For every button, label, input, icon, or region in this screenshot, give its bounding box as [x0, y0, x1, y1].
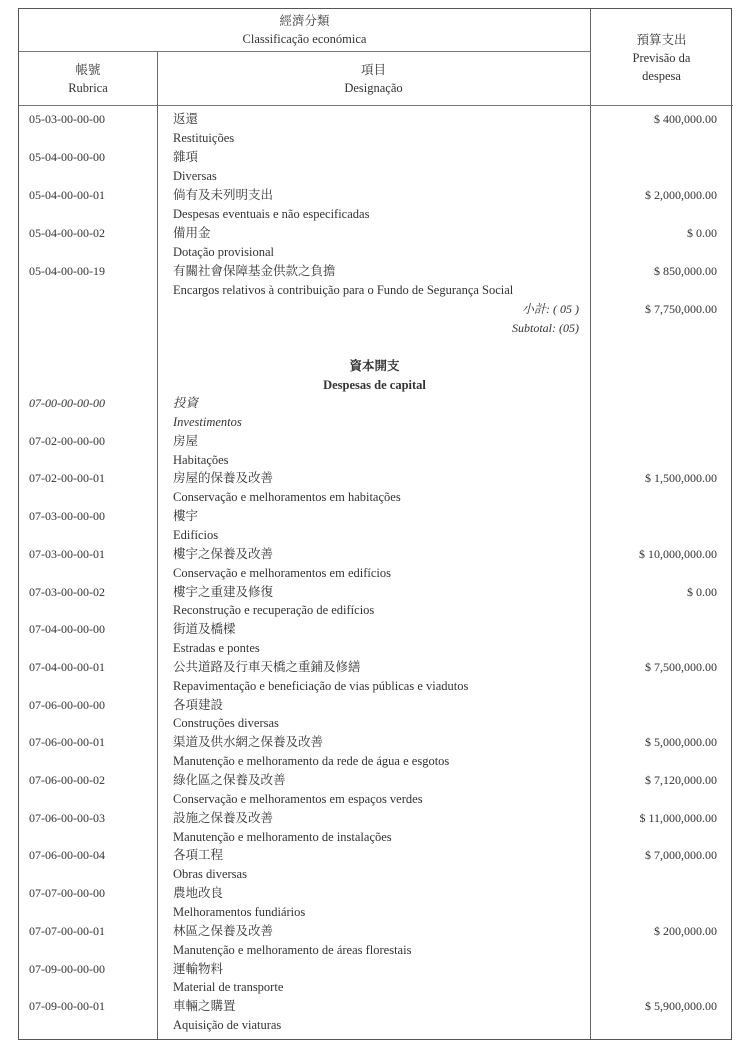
- rubrica-code: 07-07-00-00-01: [29, 923, 105, 938]
- table-row-pt: [19, 129, 733, 148]
- header-rubrica-zh: 帳號: [75, 63, 101, 77]
- designation-zh: 各項工程: [173, 848, 224, 863]
- designation-zh: 樓宇之保養及改善: [173, 546, 274, 561]
- designation-zh: 設施之保養及改善: [173, 810, 274, 825]
- table-row: [19, 110, 733, 129]
- table-row: [19, 432, 733, 451]
- amount: $ 5,900,000.00: [645, 999, 717, 1014]
- rubrica-code: 07-03-00-00-00: [29, 509, 105, 524]
- designation-pt: Manutenção e melhoramento de instalações: [173, 829, 392, 844]
- rubrica-code: 07-03-00-00-01: [29, 546, 105, 561]
- amount: $ 7,120,000.00: [645, 773, 717, 787]
- amount: $ 2,000,000.00: [645, 187, 717, 202]
- header-classification-zh: 經濟分類: [279, 14, 330, 28]
- designation-zh: 街道及橋樑: [173, 622, 236, 637]
- designation-pt: Habitações: [173, 452, 229, 467]
- rubrica-code: 07-00-00-00-00: [29, 396, 105, 410]
- designation-pt: Restituições: [173, 130, 235, 145]
- designation-pt: Edifícios: [173, 527, 219, 542]
- rubrica-code: 07-06-00-00-03: [29, 810, 105, 825]
- designation-zh: 樓宇之重建及修復: [173, 584, 274, 599]
- table-row-pt: [19, 978, 733, 997]
- designation-pt: Manutenção e melhoramento da rede de água e esgotos: [173, 754, 450, 769]
- table-row-pt: [19, 601, 733, 620]
- table-row-pt: [19, 526, 733, 545]
- section-title-pt: Despesas de capital: [323, 378, 426, 392]
- table-row: [19, 394, 733, 413]
- header-classification: [19, 12, 590, 48]
- table-row-pt: [19, 451, 733, 470]
- table-row-pt: [19, 281, 733, 300]
- amount: $ 0.00: [687, 584, 717, 599]
- table-row: [19, 960, 733, 979]
- designation-pt: Estradas e pontes: [173, 641, 260, 656]
- amount: $ 5,000,000.00: [645, 735, 717, 750]
- header-previsao-zh: 預算支出: [636, 33, 687, 47]
- table-row: [19, 997, 733, 1016]
- table-row: [19, 922, 733, 941]
- table-row: [19, 884, 733, 903]
- subtotal-row-pt: [19, 319, 733, 338]
- table-row-pt: [19, 243, 733, 262]
- designation-zh: 樓宇: [173, 509, 199, 524]
- designation-pt: Reconstrução e recuperação de edifícios: [173, 603, 375, 618]
- table-row-pt: [19, 413, 733, 432]
- designation-zh: 綠化區之保養及改善: [173, 773, 286, 787]
- table-row-pt: [19, 714, 733, 733]
- designation-pt: Diversas: [173, 168, 217, 183]
- table-row: [19, 771, 733, 790]
- table-row: [19, 620, 733, 639]
- header-previsao-pt: Previsão da: [632, 51, 691, 65]
- rubrica-code: 07-04-00-00-00: [29, 622, 105, 637]
- designation-zh: 投資: [173, 396, 199, 410]
- table-row: [19, 545, 733, 564]
- designation-pt: Despesas eventuais e não especificadas: [173, 206, 370, 221]
- designation-pt: Aquisição de viaturas: [173, 1018, 282, 1033]
- designation-pt: Encargos relativos à contribuição para o Fundo de Segurança Social: [173, 282, 514, 297]
- rubrica-code: 05-04-00-00-02: [29, 225, 105, 240]
- amount: $ 0.00: [687, 225, 717, 240]
- amount: $ 7,000,000.00: [645, 848, 717, 863]
- header-rubrica: [19, 61, 157, 97]
- rubrica-code: 05-04-00-00-19: [29, 263, 105, 278]
- table-row-pt: [19, 865, 733, 884]
- header-rubrica-pt: Rubrica: [68, 81, 108, 95]
- designation-pt: Material de transporte: [173, 980, 284, 995]
- header-bottom-line: [19, 105, 733, 106]
- designation-pt: Conservação e melhoramentos em habitações: [173, 490, 401, 505]
- designation-zh: 雜項: [173, 149, 199, 164]
- table-row: [19, 262, 733, 281]
- designation-pt: Obras diversas: [173, 867, 247, 882]
- table-row-pt: [19, 828, 733, 847]
- subtotal-row: [19, 300, 733, 319]
- designation-zh: 車輛之購置: [173, 999, 236, 1014]
- header-designacao-pt: Designação: [344, 81, 403, 95]
- rubrica-code: 07-02-00-00-00: [29, 433, 105, 448]
- header-previsao-pt: despesa: [642, 69, 681, 83]
- subtotal-label-pt: Subtotal: (05): [512, 321, 579, 335]
- rubrica-code: 07-02-00-00-01: [29, 471, 105, 486]
- designation-zh: 林區之保養及改善: [173, 923, 274, 938]
- designation-pt: Dotação provisional: [173, 244, 275, 259]
- designation-pt: Construções diversas: [173, 716, 279, 731]
- table-row: [19, 846, 733, 865]
- table-row-pt: [19, 205, 733, 224]
- table-row: [19, 696, 733, 715]
- table-row: [19, 658, 733, 677]
- header-divider: [19, 51, 590, 52]
- table-row-pt: [19, 564, 733, 583]
- table-row: [19, 148, 733, 167]
- header-designacao-zh: 項目: [360, 63, 386, 77]
- rubrica-code: 07-06-00-00-02: [29, 773, 105, 787]
- table-row-pt: [19, 167, 733, 186]
- designation-zh: 備用金: [173, 225, 211, 240]
- table-row-pt: [19, 677, 733, 696]
- table-row: [19, 733, 733, 752]
- table-row: [19, 507, 733, 526]
- rubrica-code: 07-06-00-00-01: [29, 735, 105, 750]
- amount: $ 850,000.00: [654, 263, 717, 278]
- table-row: [19, 583, 733, 602]
- designation-zh: 農地改良: [173, 886, 224, 901]
- designation-zh: 返還: [173, 112, 199, 126]
- table-row-pt: [19, 488, 733, 507]
- amount: $ 11,000,000.00: [639, 810, 717, 825]
- designation-zh: 房屋: [173, 433, 199, 448]
- table-row-pt: [19, 639, 733, 658]
- subtotal-amount: $ 7,750,000.00: [645, 302, 717, 316]
- amount: $ 1,500,000.00: [645, 471, 717, 486]
- designation-pt: Melhoramentos fundiários: [173, 904, 306, 919]
- table-row-pt: [19, 790, 733, 809]
- designation-zh: 渠道及供水網之保養及改善: [173, 735, 324, 750]
- table-row-pt: [19, 903, 733, 922]
- designation-zh: 運輸物料: [173, 961, 224, 976]
- table-row: [19, 224, 733, 243]
- designation-zh: 有關社會保障基金供款之負擔: [173, 263, 336, 278]
- header-classification-pt: Classificação económica: [242, 32, 367, 46]
- subtotal-label-zh: 小計: ( 05 ): [522, 302, 579, 316]
- designation-pt: Conservação e melhoramentos em espaços verdes: [173, 791, 423, 806]
- designation-zh: 房屋的保養及改善: [173, 471, 274, 486]
- designation-pt: Manutenção e melhoramento de áreas florestais: [173, 942, 412, 957]
- header-designacao: [157, 61, 590, 97]
- amount: $ 400,000.00: [654, 112, 717, 126]
- designation-pt: Investimentos: [173, 414, 242, 429]
- rubrica-code: 05-03-00-00-00: [29, 112, 105, 126]
- table-row: [19, 469, 733, 488]
- designation-zh: 各項建設: [173, 697, 224, 712]
- table-row-pt: [19, 1016, 733, 1035]
- rubrica-code: 07-04-00-00-01: [29, 659, 105, 674]
- table-row: [19, 186, 733, 205]
- rubrica-code: 05-04-00-00-01: [29, 187, 105, 202]
- table-row-pt: [19, 941, 733, 960]
- amount: $ 7,500,000.00: [645, 659, 717, 674]
- designation-pt: Repavimentação e beneficiação de vias públicas e viadutos: [173, 678, 469, 693]
- amount: $ 10,000,000.00: [639, 546, 717, 561]
- designation-zh: 倘有及未列明支出: [173, 187, 274, 202]
- rubrica-code: 07-03-00-00-02: [29, 584, 105, 599]
- designation-pt: Conservação e melhoramentos em edifícios: [173, 565, 391, 580]
- rubrica-code: 07-06-00-00-00: [29, 697, 105, 712]
- rubrica-code: 07-09-00-00-00: [29, 961, 105, 976]
- table-row: [19, 809, 733, 828]
- amount: $ 200,000.00: [654, 923, 717, 938]
- rubrica-code: 07-06-00-00-04: [29, 848, 105, 863]
- rubrica-code: 07-07-00-00-00: [29, 886, 105, 901]
- rubrica-code: 07-09-00-00-01: [29, 999, 105, 1014]
- section-heading: [19, 357, 733, 376]
- rubrica-code: 05-04-00-00-00: [29, 149, 105, 164]
- designation-zh: 公共道路及行車天橋之重鋪及修繕: [173, 659, 361, 674]
- table-row-pt: [19, 752, 733, 771]
- section-heading-pt: [19, 376, 733, 395]
- section-title-zh: 資本開支: [349, 359, 400, 373]
- header-previsao: [590, 31, 733, 85]
- budget-table: [18, 8, 732, 1040]
